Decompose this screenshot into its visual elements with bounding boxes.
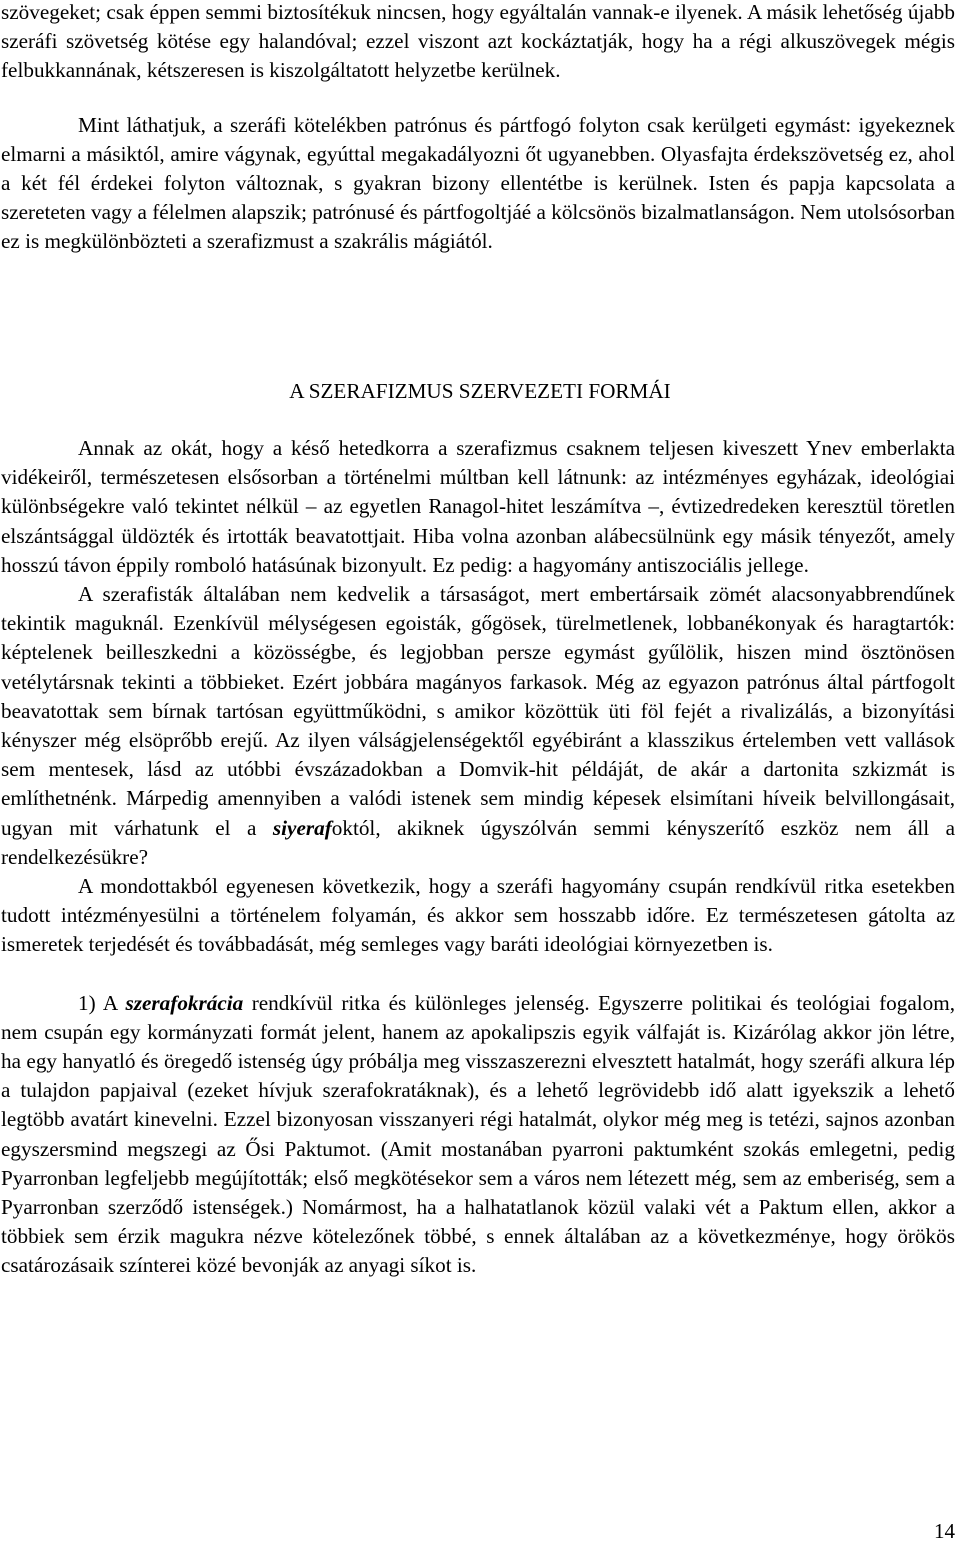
paragraph-4 xyxy=(1,580,955,872)
term-siyeraf: siyeraf xyxy=(272,815,332,840)
paragraph-2: Mint láthatjuk, a szeráfi kötelékben patrónus és pártfogó folyton csak kerülgeti egymást: igyekeznek elmarni a másiktól, amire vágynak, egyúttal megakadályozni őt ugyanebben. Olyasfajta érdekszövetség ez, ahol a két fél érdekei folyton változnak, s gyakran bizony ellentétbe is kerülnek. Isten és papja kapcsolata a szereteten vagy a félelmen alapszik; patrónusé és pártfogoltjáé a kölcsönös bizalmatlanságon. Nem utolsósorban ez is megkülönbözteti a szerafizmust a szakrális mágiától. xyxy=(1,112,955,254)
page-number: 14 xyxy=(934,1519,955,1543)
paragraph-3: Annak az okát, hogy a késő hetedkorra a szerafizmus csaknem teljesen kiveszett Ynev emberlakta vidékeiről, természetesen elsősorban a történelmi múltban kell látnunk: az intézményes egyházak, ideológiai különbségekre való tekintet nélkül – az egyetlen Ranagol-hitet leszámítva –, évtizedredeken keresztül töretlen elszántsággal üldözték és irtották beavatottjait. Hiba volna azonban alábecsülnünk egy másik tényezőt, amely hosszú távon éppily romboló hatásúnak bizonyult. Ez pedig: a hagyomány antiszociális jellege. xyxy=(1,436,955,577)
paragraph-6-text-b: rendkívül ritka és különleges jelenség. Egyszerre politikai és teológiai fogalom, nem csupán egy kormányzati formát jelent, hanem az apokalipszis egyik válfaját is. Kizárólag akkor jön létre, ha egy hanyatló és öregedő istenség úgy próbálja meg visszaszerezni elvesztett hatalmát, hogy szeráfi alkura lép a tulajdon papjaival (ezeket hívjuk szerafokratáknak), és a lehető legrövidebb idő alatt igyekszik a lehető legtöbb avatárt kinevelni. Ezzel bizonyosan visszanyeri régi hatalmát, olykor még meg is tetézi, sajnos azonban egyszersmind megszegi az Ősi Paktumot. (Amit mostanában pyarroni paktumként szokás emlegetni, pedig Pyarronban legfeljebb megújították; első megkötésekor sem a város nem létezett még, sem az emberiség, sem a Pyarronban szerződő istenségek.) Nomármost, ha a halhatatlanok közül valaki vét a Paktum ellen, akkor a többiek sem érzik magukra nézve kötelezőnek többé, s ennek általában az a következménye, hogy örökös csatározásaik színterei közé bevonják az anyagi síkot is. xyxy=(1,990,955,1278)
paragraph-4-text-b: októl, akiknek úgyszólván semmi kényszerítő eszköz nem áll a rendelkezésükre? xyxy=(1,815,955,869)
paragraph-4-text-a: A szerafisták általában nem kedvelik a társaságot, mert embertársaik zömét alacsonyabbrendűnek tekintik maguknál. Ezenkívül mélységesen egoisták, gőgösek, türelmetlenek, lobbanékonyak és haragtartók: képtelenek beilleszkedni a közösségbe, és legjobban persze egymást gyűlölik, hiszen mind ösztönösen vetélytársnak tekinti a többieket. Ezért jobbára magányos farkasok. Még az egyazon patrónus által pártfogolt beavatottak sem bírnak tartósan együttműködni, s amikor közöttük üti föl fejét a rivalizálás, a bizonyítási kényszer még elsöprőbb erejű. Az ilyen válságjelenségektől egyébiránt a klasszikus értelemben vett vallások sem mentesek, lásd az utóbbi évszázadokban a Domvik-hit példáját, de akár a dartonita szkizmát is említhetnénk. Márpedig amennyiben a valódi istenek sem mindig képesek elsimítani híveik belvillongásait, ugyan mit várhatunk el a xyxy=(1,582,955,840)
paragraph-5: A mondottakból egyenesen következik, hogy a szeráfi hagyomány csupán rendkívül ritka esetekben tudott intézményesülni a történelem folyamán, és akkor sem hosszabb időre. Ez természetesen gátolta az ismeretek terjedését és továbbadását, még semleges vagy baráti ideológiai környezetben is. xyxy=(1,874,955,957)
paragraph-6 xyxy=(1,989,955,1281)
paragraph-1: szövegeket; csak éppen semmi biztosítékuk nincsen, hogy egyáltalán vannak-e ilyenek. A másik lehetőség újabb szeráfi szövetség kötése egy halandóval; ezzel viszont azt kockáztatják, hogy ha a régi alkuszövegek mégis felbukkannának, kétszeresen is kiszolgáltatott helyzetbe kerülnek. xyxy=(1,0,955,83)
paragraph-6-text-a: 1) A xyxy=(78,990,126,1015)
term-szerafokracia: szerafokrácia xyxy=(125,990,244,1015)
text-block-top xyxy=(1,0,955,257)
text-block-main xyxy=(1,434,955,1281)
section-heading: A SZERAFIZMUS SZERVEZETI FORMÁI xyxy=(289,379,671,403)
